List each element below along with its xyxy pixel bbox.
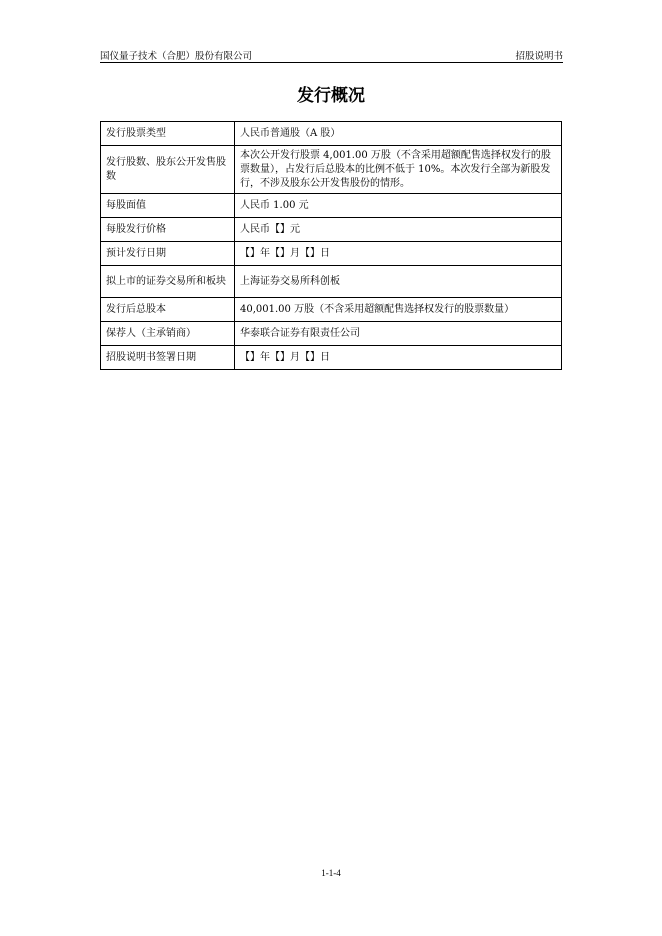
page-header [100, 46, 563, 63]
table-row [101, 298, 562, 322]
row-label: 每股发行价格 [101, 218, 235, 242]
document-type: 招股说明书 [515, 51, 563, 62]
row-label: 发行股数、股东公开发售股数 [101, 146, 235, 194]
offering-overview-table [100, 121, 562, 370]
table-row [101, 266, 562, 298]
row-value: 上海证券交易所科创板 [235, 266, 562, 298]
table-row [101, 194, 562, 218]
row-label: 拟上市的证券交易所和板块 [101, 266, 235, 298]
table-row [101, 322, 562, 346]
row-value: 人民币【】元 [235, 218, 562, 242]
row-label: 招股说明书签署日期 [101, 346, 235, 370]
table-row [101, 146, 562, 194]
row-value: 【】年【】月【】日 [235, 346, 562, 370]
table-row [101, 218, 562, 242]
row-label: 预计发行日期 [101, 242, 235, 266]
row-label: 每股面值 [101, 194, 235, 218]
table-row [101, 242, 562, 266]
company-name: 国仪量子技术（合肥）股份有限公司 [100, 51, 253, 62]
row-value: 人民币 1.00 元 [235, 194, 562, 218]
table-row [101, 346, 562, 370]
row-value: 华泰联合证券有限责任公司 [235, 322, 562, 346]
row-value: 【】年【】月【】日 [235, 242, 562, 266]
row-label: 发行股票类型 [101, 122, 235, 146]
row-label: 发行后总股本 [101, 298, 235, 322]
row-value: 人民币普通股（A 股） [235, 122, 562, 146]
table-row [101, 122, 562, 146]
row-label: 保荐人（主承销商） [101, 322, 235, 346]
page-title: 发行概况 [297, 86, 365, 106]
page-number: 1-1-4 [321, 868, 341, 878]
row-value: 本次公开发行股票 4,001.00 万股（不含采用超额配售选择权发行的股票数量），占发行后总股本的比例不低于 10%。本次发行全部为新股发行，不涉及股东公开发售股份的情形。 [235, 146, 562, 194]
row-value: 40,001.00 万股（不含采用超额配售选择权发行的股票数量） [235, 298, 562, 322]
